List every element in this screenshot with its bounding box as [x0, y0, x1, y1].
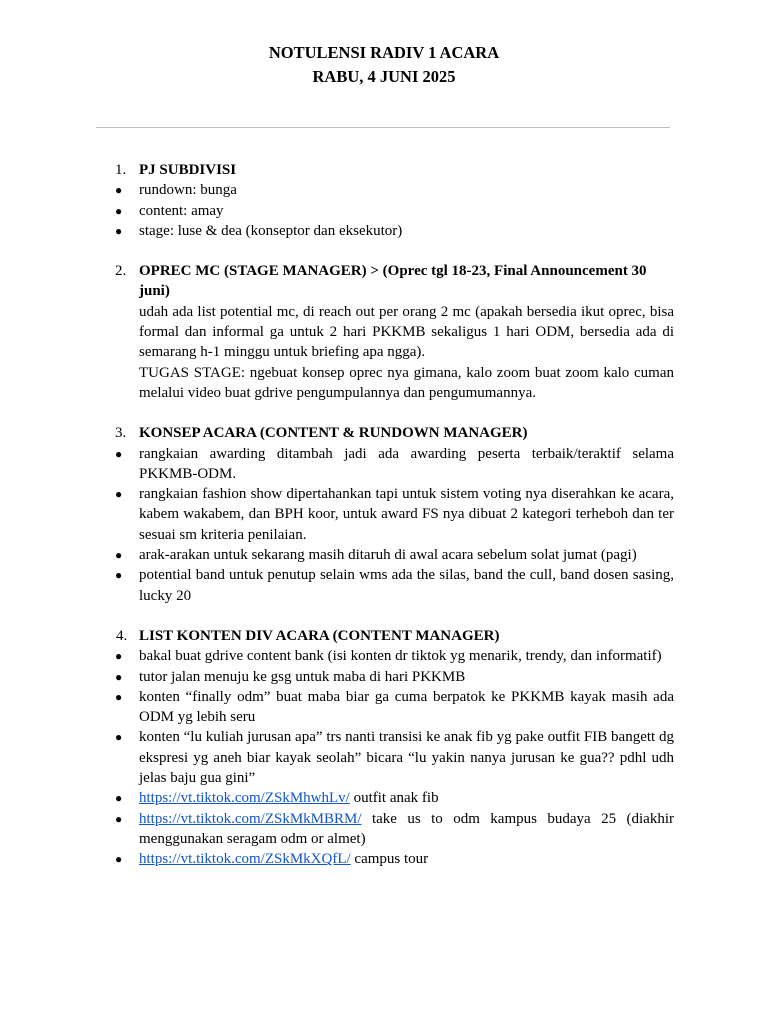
- bullet-icon: ●: [115, 811, 123, 826]
- bullet-icon: ●: [115, 649, 123, 664]
- bullet-icon: ●: [115, 203, 123, 218]
- list-item-text: konten “finally odm” buat maba biar ga cuma berpatok ke PKKMB kayak masih ada ODM yg lebih seru: [139, 688, 674, 726]
- bullet-icon: ●: [115, 669, 123, 684]
- list-item: [96, 484, 674, 545]
- document-body: [96, 160, 674, 870]
- bullet-icon: ●: [115, 791, 123, 806]
- link-item: [96, 849, 674, 869]
- bullet-icon: ●: [115, 730, 123, 745]
- list-item-text: rundown: bunga: [139, 182, 237, 199]
- bullet-icon: ●: [115, 487, 123, 502]
- tiktok-link[interactable]: https://vt.tiktok.com/ZSkMkXQfL/: [139, 851, 351, 868]
- list-item: [96, 667, 674, 687]
- list-item-text: bakal buat gdrive content bank (isi konten dr tiktok yg menarik, trendy, dan informatif): [139, 648, 662, 665]
- list-item-text: potential band untuk penutup selain wms ada the silas, band the cull, band dosen sasing, lucky 20: [139, 567, 674, 604]
- link-note: campus tour: [350, 851, 429, 868]
- horizontal-rule: [96, 127, 670, 128]
- section-pj-subdivisi: [96, 160, 674, 241]
- link-note: take us to odm kampus budaya 25 (diakhir menggunakan seragam odm or almet): [139, 810, 674, 847]
- list-item: [96, 444, 674, 485]
- bullet-icon: ●: [115, 852, 123, 867]
- section-heading: LIST KONTEN DIV ACARA (CONTENT MANAGER): [139, 627, 500, 644]
- tiktok-link[interactable]: https://vt.tiktok.com/ZSkMkMBRM/: [139, 810, 362, 827]
- list-item-text: content: amay: [139, 202, 224, 219]
- link-item: [96, 809, 674, 850]
- list-item: [96, 180, 674, 200]
- bullet-icon: ●: [115, 689, 123, 704]
- document-title: NOTULENSI RADIV 1 ACARA: [268, 43, 500, 62]
- list-item-text: konten “lu kuliah jurusan apa” trs nanti transisi ke anak fib yg pake outfit FIB bangett dg ekspresi yg aneh biar kayak seolah” bicara “lu yakin nanya jurusan ke gua?? pdhl udh jelas baju gua gini”: [139, 729, 674, 787]
- bullet-icon: ●: [115, 446, 123, 461]
- section-heading-row: [96, 626, 674, 646]
- section-konsep-acara: [96, 423, 674, 606]
- list-item: [96, 687, 674, 728]
- section-heading: PJ SUBDIVISI: [139, 162, 237, 178]
- bullet-icon: ●: [115, 548, 123, 563]
- section-heading: OPREC MC (STAGE MANAGER) > (Oprec tgl 18-23, Final Announcement 30 juni): [139, 263, 647, 300]
- tiktok-link[interactable]: https://vt.tiktok.com/ZSkMhwhLv/: [139, 790, 350, 807]
- section-heading-row: [96, 261, 674, 302]
- list-item: [96, 221, 674, 241]
- section-number: 1.: [115, 162, 127, 178]
- link-item: [96, 788, 674, 808]
- link-note: outfit anak fib: [349, 790, 439, 807]
- list-item-text: rangkaian awarding ditambah jadi ada awarding peserta terbaik/teraktif selama PKKMB-ODM.: [139, 445, 674, 482]
- paragraph: TUGAS STAGE: ngebuat konsep oprec nya gimana, kalo zoom buat zoom kalo cuman melalui video buat gdrive pengumpulannya dan pengumumannya.: [139, 364, 674, 401]
- section-number: 2.: [115, 263, 127, 280]
- section-heading-row: [96, 423, 674, 443]
- bullet-icon: ●: [115, 568, 123, 583]
- section-heading-row: [96, 160, 674, 180]
- paragraph: udah ada list potential mc, di reach out per orang 2 mc (apakah bersedia ikut oprec, bisa formal dan informal ga untuk 2 hari PKKMB sekaligus 1 hari ODM, bersedia ada di semarang h-1 minggu untuk briefing apa ngga).: [139, 303, 674, 361]
- list-item-text: rangkaian fashion show dipertahankan tapi untuk sistem voting nya diserahkan ke acara, kabem wakabem, dan BPH koor, untuk award FS nya dibuat 2 kategori terheboh dan ter sesuai sm kriteria penilaian.: [139, 486, 674, 543]
- section-heading: KONSEP ACARA (CONTENT & RUNDOWN MANAGER): [139, 425, 528, 442]
- list-item-text: arak-arakan untuk sekarang masih ditaruh di awal acara sebelum solat jumat (pagi): [139, 547, 637, 564]
- section-oprec-mc: [96, 261, 674, 403]
- document-date: RABU, 4 JUNI 2025: [312, 67, 456, 86]
- bullet-icon: ●: [115, 223, 123, 238]
- list-item: [96, 201, 674, 221]
- list-item: [96, 727, 674, 788]
- list-item: [96, 565, 674, 606]
- bullet-icon: ●: [115, 183, 123, 198]
- list-item: [96, 646, 674, 666]
- list-item: [96, 545, 674, 565]
- list-item-text: stage: luse & dea (konseptor dan eksekutor): [139, 222, 403, 239]
- section-number: 3.: [115, 425, 127, 442]
- section-list-konten: [96, 626, 674, 870]
- list-item-text: tutor jalan menuju ke gsg untuk maba di hari PKKMB: [139, 668, 466, 685]
- section-number: 4.: [116, 627, 128, 644]
